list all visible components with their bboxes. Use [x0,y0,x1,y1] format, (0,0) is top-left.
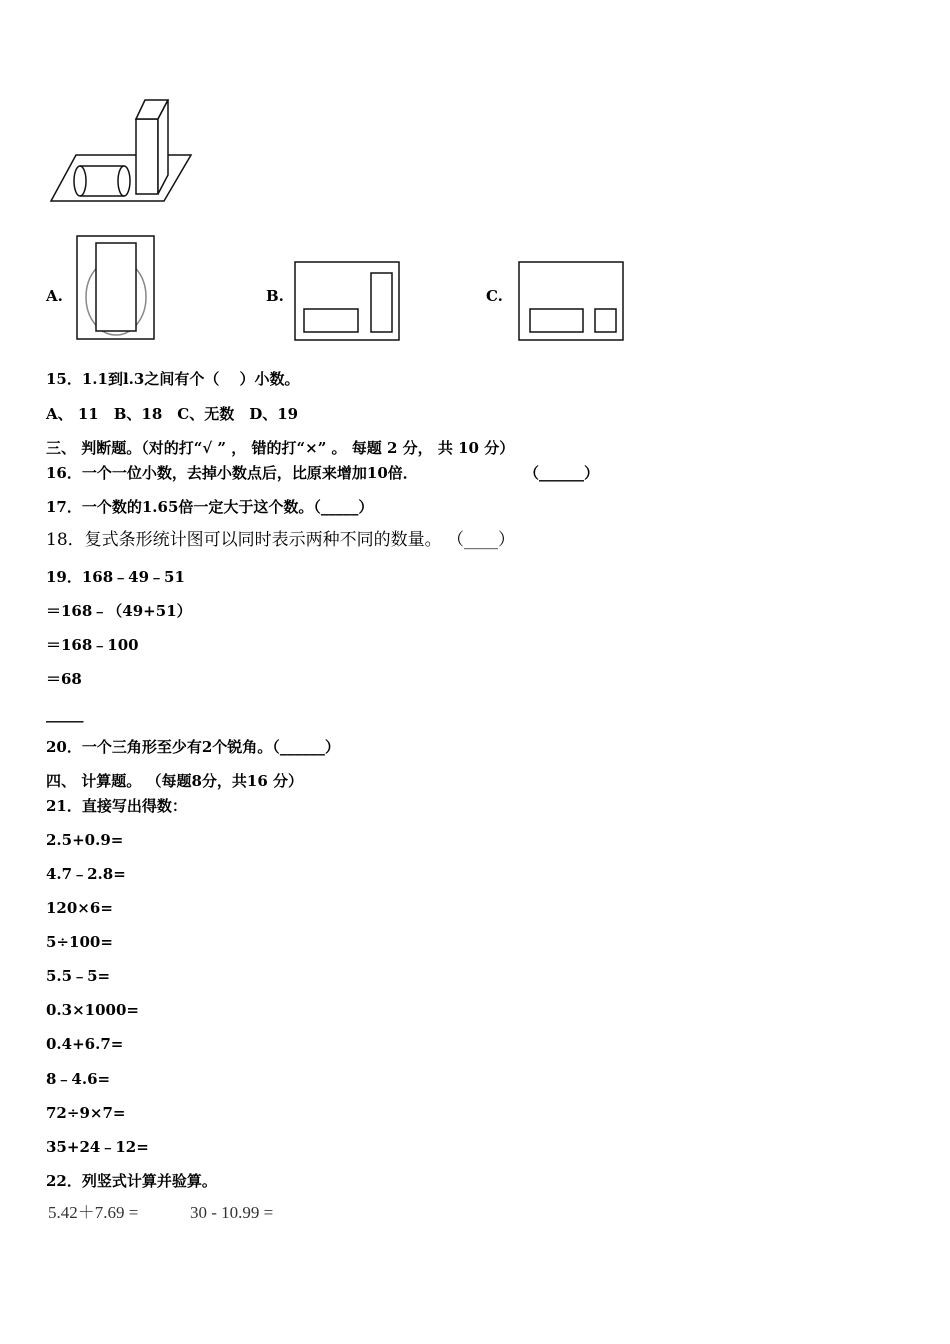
solid-figure-diagram [46,95,206,215]
q21-item: 5÷100= [46,933,113,951]
q15-stem: 15．1.1到l.3之间有个（ ）小数。 [46,370,300,388]
q21-item: 120×6= [46,899,113,917]
q19-line-2: ＝168﹣（49+51） [46,602,192,620]
q21-item: 8﹣4.6= [46,1070,111,1088]
option-a-label: A. [46,287,63,305]
q21-stem: 21．直接写出得数： [46,797,187,815]
q21-item: 72÷9×7= [46,1104,126,1122]
q21-item: 0.3×1000= [46,1001,139,1019]
q18-stem: 18．复式条形统计图可以同时表示两种不同的数量。 （____） [46,530,516,550]
q21-item: 0.4+6.7= [46,1035,124,1053]
option-c-label: C. [486,287,503,305]
q21-item: 5.5﹣5= [46,967,111,985]
option-b-label: B. [266,287,284,305]
q16-stem: 16．一个一位小数，去掉小数点后，比原来增加10倍． [46,464,418,482]
section4-heading: 四、 计算题。 （每题8分，共16 分） [46,772,303,790]
q19-line-1: 19．168﹣49﹣51 [46,568,185,586]
q19-line-3: ＝168﹣100 [46,636,139,654]
option-b-view [294,261,402,343]
q22-expression-2: 30 - 10.99 = [190,1203,274,1222]
q22-expression-1: 5.42＋7.69 = [48,1203,139,1222]
section3-heading: 三、 判断题。（对的打“√ ” ， 错的打“×” 。 每题 2 分， 共 10 分） [46,439,515,457]
q21-item: 4.7﹣2.8= [46,865,126,883]
option-a-view [76,235,156,341]
q16-blank: （______） [524,464,600,482]
q20-stem: 20．一个三角形至少有2个锐角。（______） [46,738,340,756]
q19-line-4: ＝68 [46,670,82,688]
q15-choices: A、 11 B、18 C、无数 D、19 [46,405,299,423]
q21-item: 2.5+0.9= [46,831,124,849]
q17-stem: 17．一个数的1.65倍一定大于这个数。（_____） [46,498,374,516]
option-c-view [518,261,626,343]
q19-answer-blank: _____ [46,705,84,723]
q21-item: 35+24﹣12= [46,1138,149,1156]
q22-stem: 22．列竖式计算并验算。 [46,1172,217,1190]
